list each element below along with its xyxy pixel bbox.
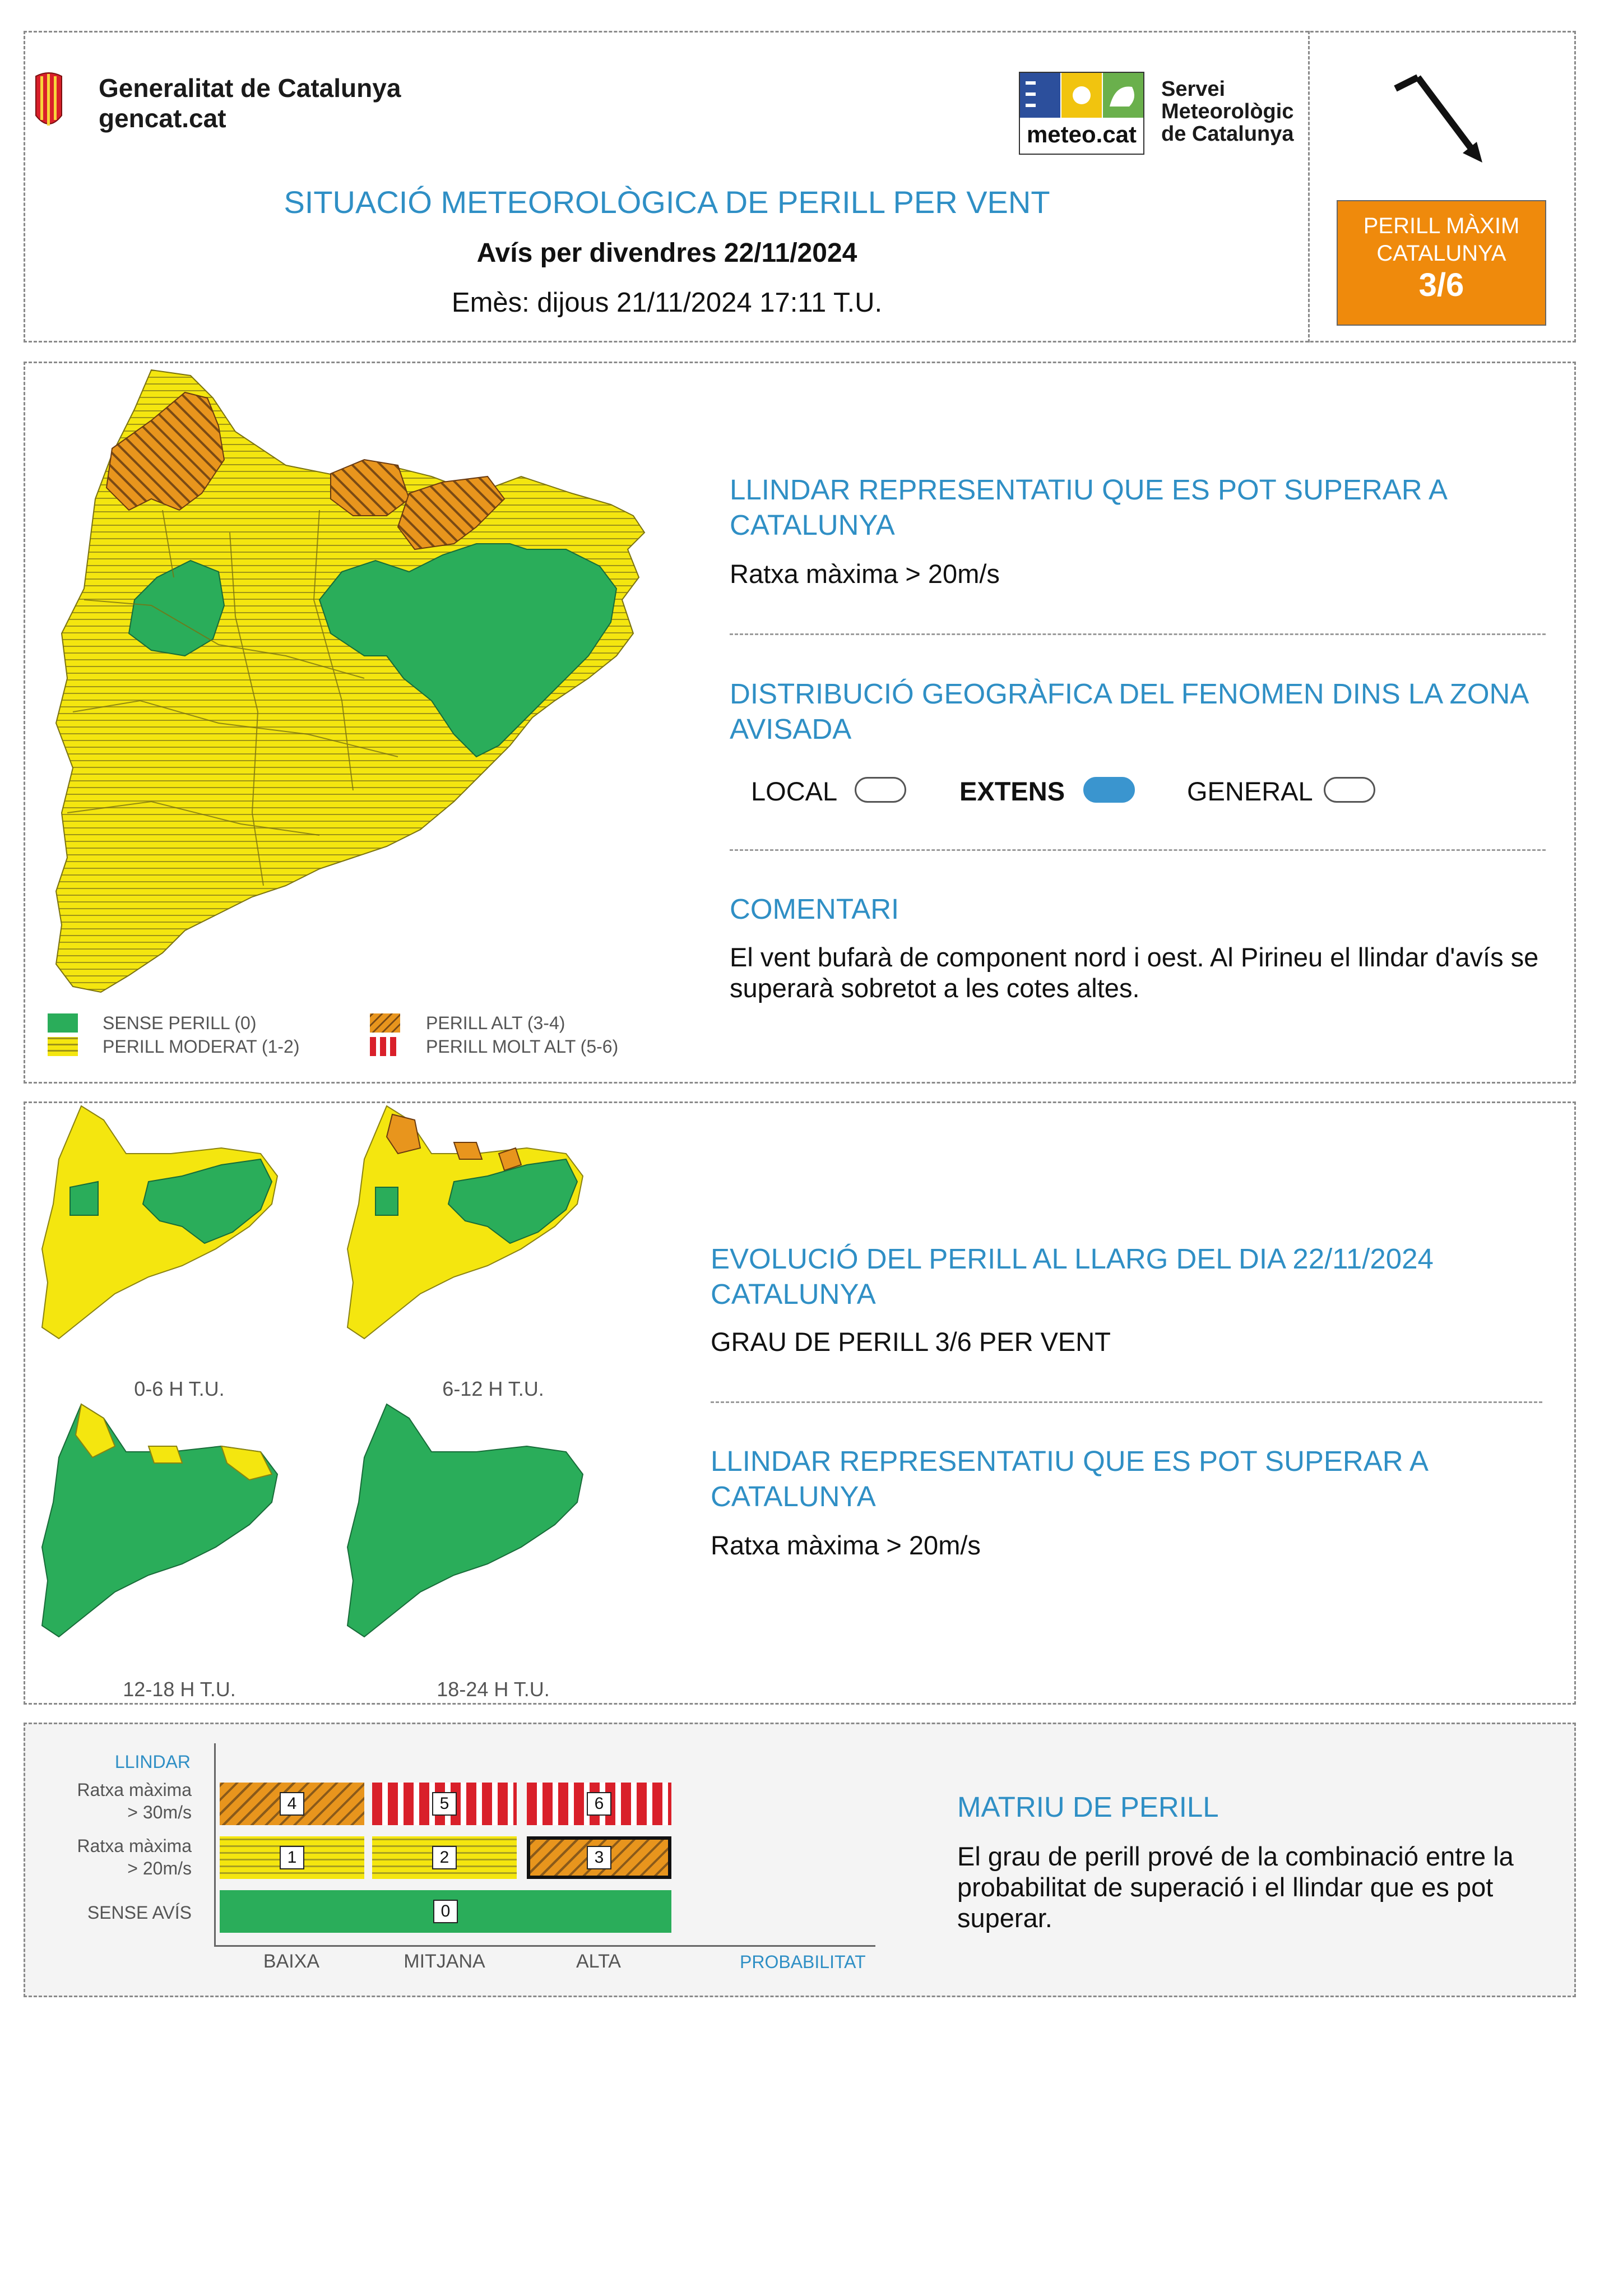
matrix-x-label-baixa: BAIXA — [263, 1951, 320, 1972]
evolution-title: EVOLUCIÓ DEL PERILL AL LLARG DEL DIA 22/11/2024 CATALUNYA — [711, 1243, 1434, 1310]
small-map-18-24 — [342, 1401, 611, 1670]
comment-text: El vent bufarà de component nord i oest. Al Pirineu el llindar d'avís se superarà sobretot a les cotes altes. — [730, 942, 1539, 1003]
small-map-graphic — [342, 1103, 611, 1367]
header-divider — [1308, 31, 1310, 342]
matrix-x-label-mitjana: MITJANA — [404, 1951, 485, 1972]
small-map-graphic — [36, 1401, 305, 1670]
meteocat-logo — [1019, 72, 1144, 155]
max-danger-label-2: CATALUNYA — [1376, 241, 1506, 266]
gov-line-2: gencat.cat — [99, 104, 226, 133]
weather-tiles-icon — [1020, 73, 1143, 118]
matrix-row1-line1: Ratxa màxima — [77, 1780, 192, 1800]
matrix-cell-3-highlighted: 3 — [527, 1836, 671, 1879]
max-danger-box — [1337, 200, 1546, 326]
matrix-cell-2: 2 — [372, 1836, 517, 1879]
evolution-grade: GRAU DE PERILL 3/6 PER VENT — [711, 1327, 1111, 1357]
page-subtitle: Avís per divendres 22/11/2024 — [476, 238, 857, 268]
evolution-threshold-value: Ratxa màxima > 20m/s — [711, 1530, 981, 1560]
legend-swatch-none — [48, 1013, 78, 1033]
legend-swatch-high — [370, 1013, 400, 1033]
small-map-graphic — [342, 1401, 611, 1670]
meteocat-logo-text: meteo.cat — [1026, 121, 1137, 147]
distribution-general-toggle[interactable] — [1324, 777, 1375, 803]
evolution-threshold-title: LLINDAR REPRESENTATIU QUE ES POT SUPERAR A CATALUNYA — [711, 1445, 1427, 1512]
matrix-cell-6: 6 — [527, 1783, 671, 1825]
period-label-6-12: 6-12 H T.U. — [442, 1377, 544, 1400]
divider-3 — [711, 1401, 1542, 1403]
distribution-extens-toggle[interactable] — [1083, 777, 1135, 803]
map-graphic — [50, 364, 661, 998]
distribution-extens-label: EXTENS — [959, 776, 1065, 806]
matrix-cell-0: 0 — [220, 1890, 671, 1933]
matrix-row2-line2: > 20m/s — [127, 1858, 192, 1878]
matrix-cell-5: 5 — [372, 1783, 517, 1825]
period-label-18-24: 18-24 H T.U. — [437, 1678, 550, 1701]
legend-swatch-moderate — [48, 1037, 78, 1056]
catalonia-danger-map — [50, 364, 661, 998]
threshold-title: LLINDAR REPRESENTATIU QUE ES POT SUPERAR A CATALUNYA — [730, 474, 1446, 541]
matrix-x-axis — [214, 1945, 875, 1947]
matrix-cell-1: 1 — [220, 1836, 364, 1879]
period-label-12-18: 12-18 H T.U. — [123, 1678, 236, 1701]
smc-line-3: de Catalunya — [1161, 122, 1294, 146]
max-danger-label-1: PERILL MÀXIM — [1363, 214, 1520, 238]
matrix-title: MATRIU DE PERILL — [957, 1791, 1219, 1823]
comment-title: COMENTARI — [730, 893, 899, 925]
legend-label-very-high: PERILL MOLT ALT (5-6) — [426, 1036, 619, 1057]
gov-line-1: Generalitat de Catalunya — [99, 73, 401, 103]
meteocat-logo-icons — [1020, 73, 1143, 118]
distribution-title: DISTRIBUCIÓ GEOGRÀFICA DEL FENOMEN DINS LA ZONA AVISADA — [730, 678, 1528, 745]
page-title: SITUACIÓ METEOROLÒGICA DE PERILL PER VENT — [284, 184, 1050, 220]
legend-swatch-very-high — [370, 1037, 400, 1056]
generalitat-logo — [35, 72, 63, 131]
wind-direction-arrow-icon — [1384, 55, 1485, 167]
small-map-graphic — [36, 1103, 305, 1367]
divider-1 — [730, 633, 1546, 635]
matrix-x-axis-label: PROBABILITAT — [740, 1952, 866, 1972]
wind-arrow — [1384, 55, 1485, 167]
smc-line-2: Meteorològic — [1161, 100, 1294, 123]
matrix-cell-4: 4 — [220, 1783, 364, 1825]
distribution-local-label: LOCAL — [751, 776, 838, 806]
matrix-y-axis — [214, 1743, 216, 1946]
distribution-general-label: GENERAL — [1187, 776, 1313, 806]
matrix-row2-line1: Ratxa màxima — [77, 1836, 192, 1856]
period-label-0-6: 0-6 H T.U. — [134, 1377, 225, 1400]
divider-2 — [730, 849, 1546, 851]
threshold-value: Ratxa màxima > 20m/s — [730, 559, 1000, 589]
small-map-12-18 — [36, 1401, 305, 1670]
small-map-6-12 — [342, 1103, 611, 1367]
matrix-row1-line2: > 30m/s — [127, 1802, 192, 1822]
smc-line-1: Servei — [1161, 77, 1226, 101]
issued-date: Emès: dijous 21/11/2024 17:11 T.U. — [451, 288, 883, 318]
legend-label-none: SENSE PERILL (0) — [103, 1013, 257, 1033]
legend-label-moderate: PERILL MODERAT (1-2) — [103, 1036, 300, 1057]
generalitat-emblem-icon — [35, 72, 63, 131]
small-map-0-6 — [36, 1103, 305, 1367]
region-high-2 — [331, 460, 409, 516]
matrix-x-label-alta: ALTA — [576, 1951, 621, 1972]
legend-label-high: PERILL ALT (3-4) — [426, 1013, 565, 1033]
distribution-local-toggle[interactable] — [855, 777, 906, 803]
matrix-llindar-label: LLINDAR — [114, 1752, 191, 1772]
matrix-row3: SENSE AVÍS — [87, 1902, 192, 1923]
matrix-text: El grau de perill prové de la combinació entre la probabilitat de superació i el llindar que es pot superar. — [957, 1841, 1514, 1933]
max-danger-value: 3/6 — [1418, 267, 1464, 303]
